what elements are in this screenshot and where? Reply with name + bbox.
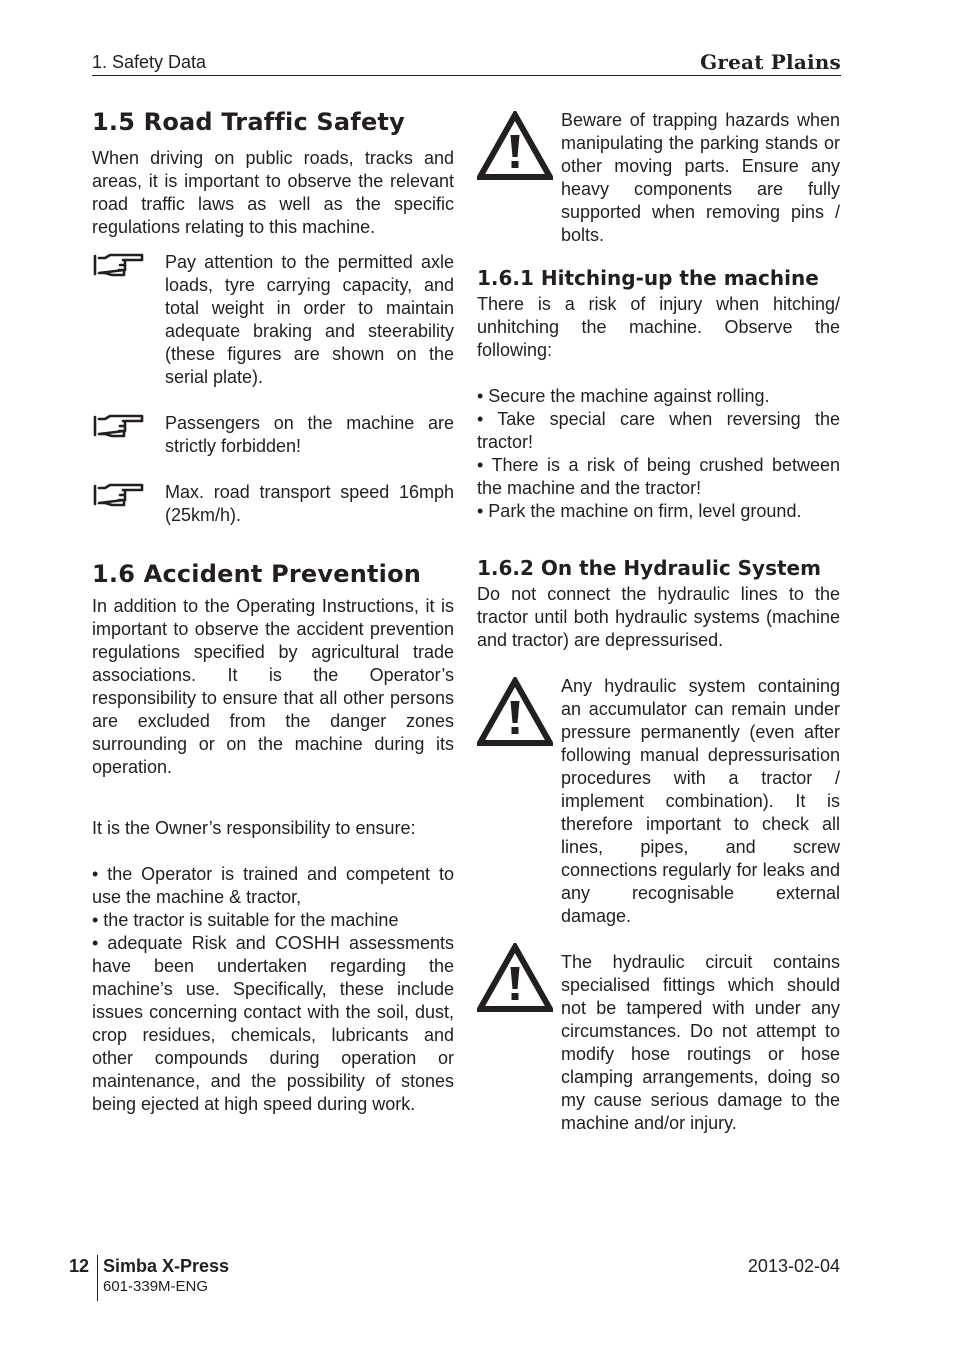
warning-triangle-icon [477,675,561,752]
owner-responsibility: It is the Owner’s responsibility to ensure: [92,818,416,838]
warning-triangle-icon [477,951,561,1018]
owner-bullet-2: • the tractor is suitable for the machine [92,910,399,930]
footer-divider [97,1255,98,1301]
pointing-hand-icon [92,412,165,445]
hitching-bullet-1: • Secure the machine against rolling. [477,386,770,406]
warning-trapping [477,109,840,247]
section-1-6-1-title: 1.6.1 Hitching-up the machine [477,266,819,290]
note-axle-loads [92,251,454,389]
note-passengers [92,412,454,458]
note-passengers-text: Passengers on the machine are strictly forbidden! [165,413,454,456]
section-1-6-intro: In addition to the Operating Instructions, it is important to observe the accident prevention regulations specified by agricultural trade associations. It is the Operator’s responsibility to ensure that all other persons are excluded from the danger zones surrounding or on the machine during its operation. [92,596,454,777]
section-1-5-intro: When driving on public roads, tracks and areas, it is important to observe the relevant road traffic laws as well as the specific regulations relating to this machine. [92,148,454,237]
warning-fittings [477,951,840,1135]
note-axle-loads-text: Pay attention to the permitted axle loads, tyre carrying capacity, and total weight in order to maintain adequate braking and steerability (these figures are shown on the serial plate). [165,252,454,387]
right-column [477,100,840,1135]
warning-accumulator [477,675,840,928]
warning-trapping-text: Beware of trapping hazards when manipulating the parking stands or other moving parts. Ensure any heavy components are fully supported when removing pins / bolts. [561,110,840,245]
warning-fittings-text: The hydraulic circuit contains specialised fittings which should not be tampered with under any circumstances. Do not attempt to modify hose routings or hose clamping arrangements, doing so my cause serious damage to the machine and/or injury. [561,952,840,1133]
footer-product-title: Simba X-Press [103,1256,230,1276]
note-speed-text: Max. road transport speed 16mph (25km/h). [165,482,454,525]
hitching-bullet-2: • Take special care when reversing the tractor! [477,409,840,452]
note-speed [92,481,454,527]
hitching-bullet-4: • Park the machine on firm, level ground. [477,501,802,521]
owner-bullet-3: • adequate Risk and COSHH assessments have been undertaken regarding the machine’s use. Specifically, these include issues concerning contact with the soil, dust, crop residues, chemicals, lubricants and other compounds during operation or maintenance, and the possibility of stones being ejected at high speed during work. [92,933,454,1114]
section-1-6-2-title: 1.6.2 On the Hydraulic System [477,556,821,580]
pointing-hand-icon [92,481,165,514]
pointing-hand-icon [92,251,165,284]
footer-date: 2013-02-04 [747,1256,840,1276]
section-1-6-title: 1.6 Accident Prevention [92,560,422,588]
section-1-5-title: 1.5 Road Traffic Safety [92,108,405,136]
warning-triangle-icon [477,109,561,186]
brand-logo-text: Great Plains [700,50,841,74]
owner-bullet-1: • the Operator is trained and competent to use the machine & tractor, [92,864,454,907]
section-1-6-1-intro: There is a risk of injury when hitching/ unhitching the machine. Observe the following: [477,294,840,360]
running-header-section: 1. Safety Data [92,52,207,72]
page-number: 12 [69,1256,90,1276]
section-1-6-2-intro: Do not connect the hydraulic lines to the tractor until both hydraulic systems (machine and tractor) are depressurised. [477,584,840,650]
hitching-bullet-3: • There is a risk of being crushed between the machine and the tractor! [477,455,840,498]
footer-document-code: 601-339M-ENG [103,1278,209,1295]
header-rule [92,75,841,76]
left-column [92,100,454,1116]
warning-accumulator-text: Any hydraulic system containing an accumulator can remain under pressure permanently (even after following manual depressurisation procedures with a tractor / implement combination). It is therefore important to check all lines, pipes, and screw connections regularly for leaks and any recognisable external damage. [561,676,840,926]
